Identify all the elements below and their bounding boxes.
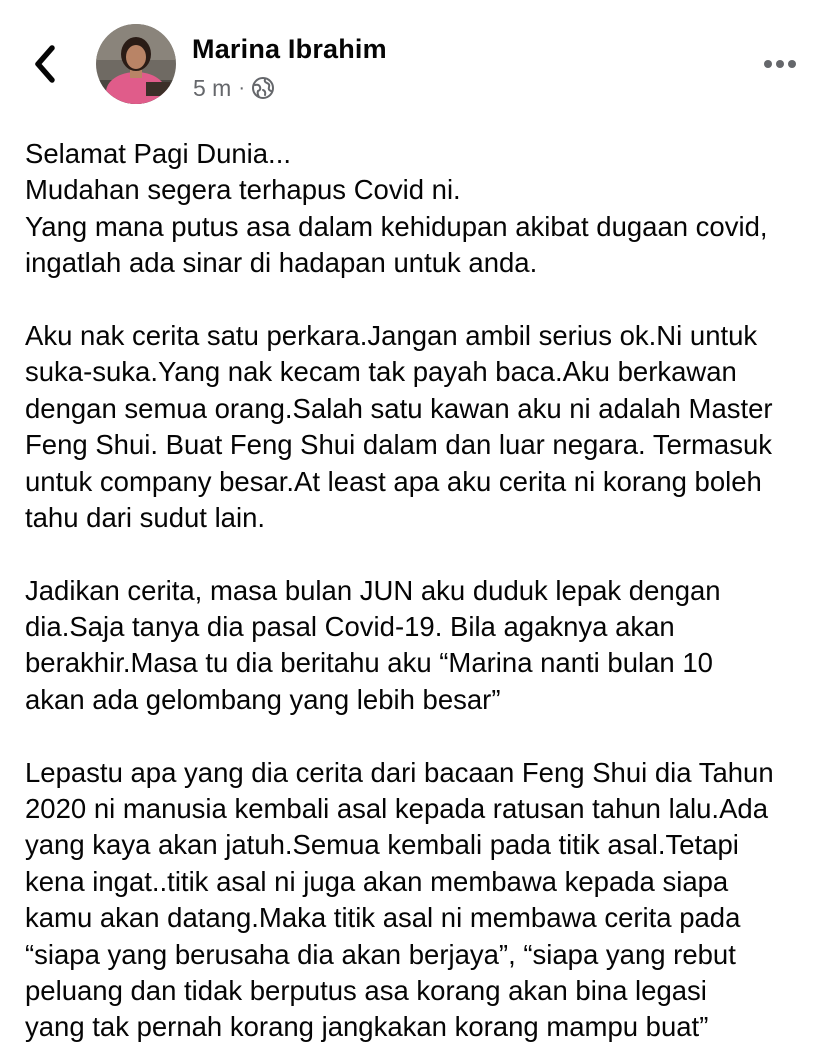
post-text-line: Selamat Pagi Dunia... — [25, 138, 291, 169]
post-text-line: kamu akan datang.Maka titik asal ni membawa cerita pada — [25, 902, 741, 934]
globe-icon[interactable] — [251, 76, 275, 100]
post-text-line: ingatlah ada sinar di hadapan untuk anda. — [25, 247, 538, 279]
post-text-line: 2020 ni manusia kembali asal kepada ratusan tahun lalu.Ada — [25, 793, 768, 825]
post-paragraph — [25, 755, 815, 1046]
post-text-line: yang tak pernah korang jangkakan korang mampu buat” — [25, 1011, 709, 1043]
post-text-line: peluang dan tidak berputus asa korang akan bina legasi — [25, 974, 707, 1006]
post-text-line: untuk company besar.At least apa aku cerita ni korang boleh — [25, 465, 762, 497]
post-text-line: kena ingat..titik asal ni juga akan membawa kepada siapa — [25, 865, 729, 897]
post-text-line: Jadikan cerita, masa bulan JUN aku duduk lepak dengan — [25, 574, 721, 606]
post-meta — [193, 74, 275, 102]
post-text-line: Mudahan segera terhapus Covid ni. — [25, 174, 461, 206]
post-text-line: suka-suka.Yang nak kecam tak payah baca.Aku berkawan — [25, 356, 737, 388]
post-paragraph — [25, 573, 815, 719]
post-paragraph — [25, 136, 815, 282]
post-paragraph — [25, 318, 815, 536]
post-text-line: dia.Saja tanya dia pasal Covid-19. Bila agaknya akan — [25, 611, 675, 643]
post-text-line: tahu dari sudut lain. — [25, 501, 266, 533]
post-text-line: akan ada gelombang yang lebih besar” — [25, 683, 501, 715]
post-text — [25, 136, 815, 1046]
post-text-line: Feng Shui. Buat Feng Shui dalam dan luar negara. Termasuk — [25, 429, 773, 461]
paragraph-gap — [25, 282, 815, 318]
post-text-line: “siapa yang berusaha dia akan berjaya”, “siapa yang rebut — [25, 938, 736, 970]
chevron-left-icon — [28, 42, 68, 86]
avatar-photo — [96, 24, 176, 104]
meta-separator: · — [238, 76, 246, 99]
post-header — [0, 0, 828, 120]
post-timestamp[interactable]: 5 m — [193, 74, 232, 101]
author-avatar[interactable] — [96, 24, 176, 104]
post-text-line: Yang mana putus asa dalam kehidupan akibat dugaan covid, — [25, 210, 768, 242]
post-text-line: dengan semua orang.Salah satu kawan aku ni adalah Master — [25, 392, 773, 424]
more-options-button[interactable] — [760, 50, 800, 78]
post-text-line: Aku nak cerita satu perkara.Jangan ambil serius ok.Ni untuk — [25, 319, 758, 351]
paragraph-gap — [25, 718, 815, 754]
post-text-line: yang kaya akan jatuh.Semua kembali pada titik asal.Tetapi — [25, 829, 739, 861]
author-name[interactable]: Marina Ibrahim — [192, 34, 387, 64]
post-text-line: Lepastu apa yang dia cerita dari bacaan Feng Shui dia Tahun — [25, 756, 774, 788]
paragraph-gap — [25, 536, 815, 572]
more-horizontal-icon — [760, 50, 800, 78]
back-button[interactable] — [28, 42, 68, 86]
post-text-line: berakhir.Masa tu dia beritahu aku “Marina nanti bulan 10 — [25, 647, 713, 679]
